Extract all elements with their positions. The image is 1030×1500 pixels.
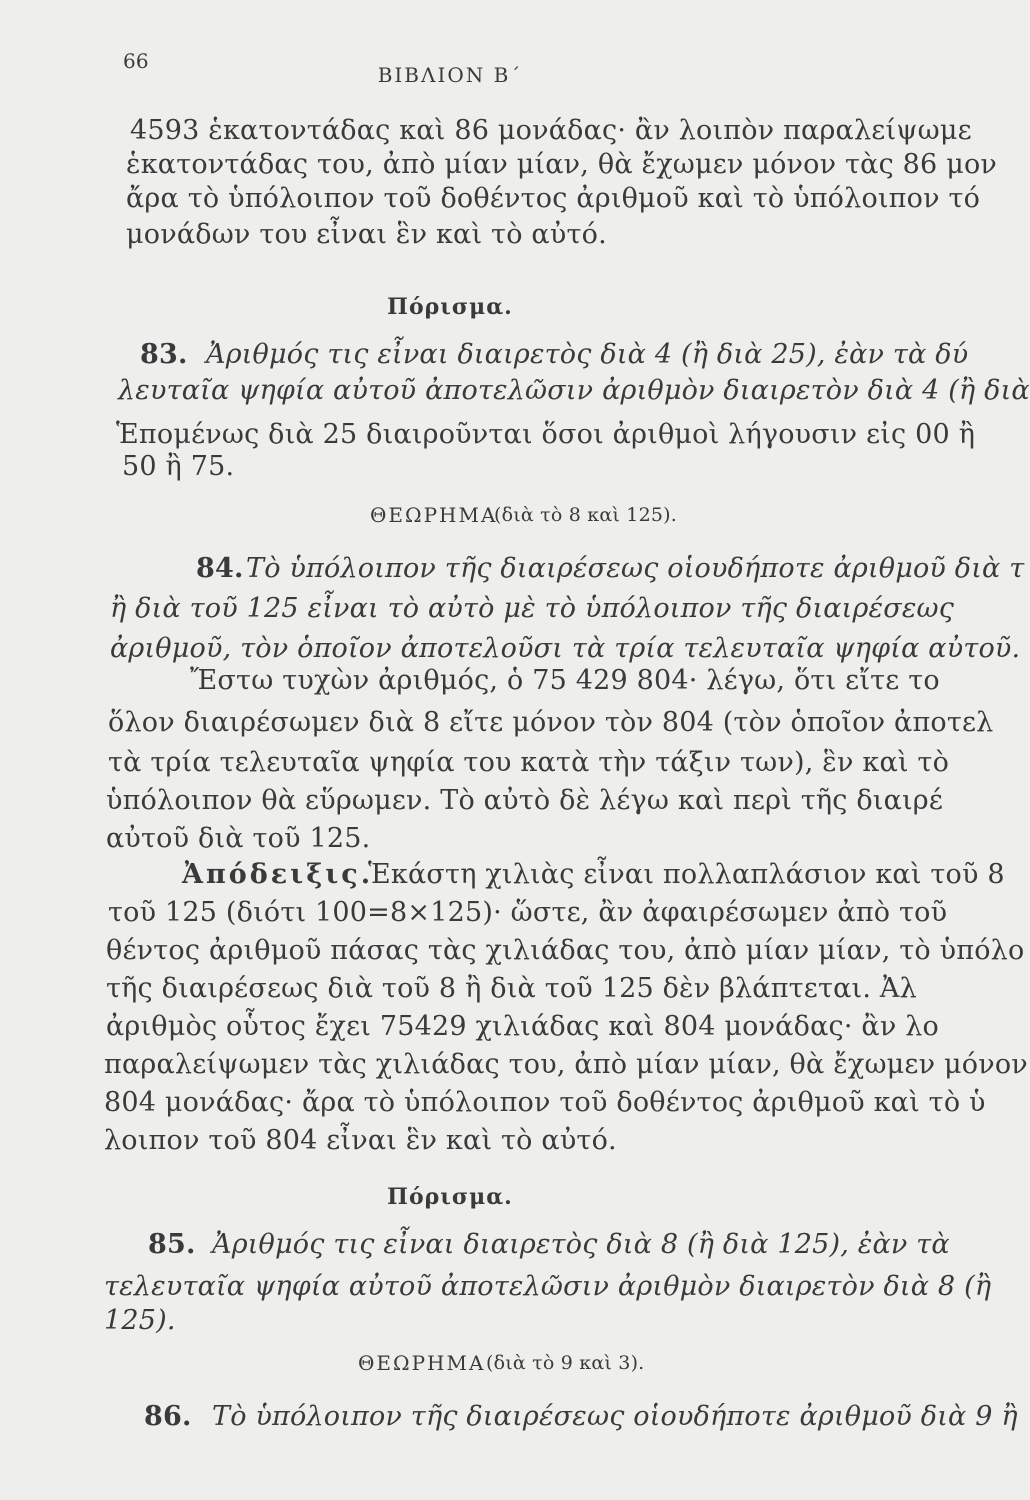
section-number-84: 84. bbox=[196, 553, 244, 584]
running-title: ΒΙΒΛΙΟΝ Β΄ bbox=[377, 63, 523, 87]
theorem-subtitle: (διὰ τὸ 9 καὶ 3). bbox=[486, 1352, 645, 1374]
text-line: Τὸ ὑπόλοιπον τῆς διαιρέσεως οἱουδήποτε ἀριθμοῦ διὰ 9 ἢ bbox=[212, 1401, 1018, 1432]
text-line: λευταῖα ψηφία αὐτοῦ ἀποτελῶσιν ἀριθμὸν διαιρετὸν διὰ 4 (ἢ διὰ bbox=[118, 375, 1030, 406]
text-line: Ἑπομένως διὰ 25 διαιροῦνται ὅσοι ἀριθμοὶ λήγουσιν εἰς 00 ἢ bbox=[116, 419, 976, 450]
text-line: τελευταῖα ψηφία αὐτοῦ ἀποτελῶσιν ἀριθμὸν διαιρετὸν διὰ 8 (ἢ bbox=[104, 1271, 992, 1302]
text-line: αὐτοῦ διὰ τοῦ 125. bbox=[106, 823, 371, 854]
section-number-85: 85. bbox=[148, 1229, 196, 1260]
text-line: τῆς διαιρέσεως διὰ τοῦ 8 ἢ διὰ τοῦ 125 δὲν βλάπτεται. Ἀλ bbox=[106, 973, 917, 1004]
page-number: 66 bbox=[123, 49, 149, 73]
text-line: 804 μονάδας· ἄρα τὸ ὑπόλοιπον τοῦ δοθέντος ἀριθμοῦ καὶ τὸ ὑ bbox=[104, 1087, 986, 1118]
section-number-83: 83. bbox=[140, 339, 188, 370]
text-line: ἢ διὰ τοῦ 125 εἶναι τὸ αὐτὸ μὲ τὸ ὑπόλοιπον τῆς διαιρέσεως bbox=[110, 593, 955, 624]
text-line: ἀριθμὸς οὗτος ἔχει 75429 χιλιάδας καὶ 804 μονάδας· ἂν λο bbox=[106, 1011, 939, 1042]
text-line: ὑπόλοιπον θὰ εὕρωμεν. Τὸ αὐτὸ δὲ λέγω καὶ περὶ τῆς διαιρέ bbox=[106, 785, 944, 816]
text-line: 125). bbox=[104, 1305, 176, 1336]
text-line: μονάδων του εἶναι ἓν καὶ τὸ αὐτό. bbox=[126, 219, 607, 250]
text-line: τοῦ 125 (διότι 100=8×125)· ὥστε, ἂν ἀφαιρέσωμεν ἀπὸ τοῦ bbox=[108, 897, 948, 928]
text-line: λοιπον τοῦ 804 εἶναι ἓν καὶ τὸ αὐτό. bbox=[104, 1125, 617, 1156]
text-line: θέντος ἀριθμοῦ πάσας τὰς χιλιάδας του, ἀπὸ μίαν μίαν, τὸ ὑπόλο bbox=[106, 935, 1025, 966]
text-line: Τὸ ὑπόλοιπον τῆς διαιρέσεως οἱουδήποτε ἀριθμοῦ διὰ τ bbox=[246, 553, 1025, 584]
text-line: Ἀριθμός τις εἶναι διαιρετὸς διὰ 4 (ἢ διὰ 25), ἐὰν τὰ δύ bbox=[206, 339, 969, 370]
text-line: ἄρα τὸ ὑπόλοιπον τοῦ δοθέντος ἀριθμοῦ καὶ τὸ ὑπόλοιπον τό bbox=[126, 183, 981, 214]
theorem-label: ΘΕΩΡΗΜΑ bbox=[370, 503, 498, 527]
text-line: τὰ τρία τελευταῖα ψηφία του κατὰ τὴν τάξιν των), ἓν καὶ τὸ bbox=[108, 747, 950, 778]
text-line: 4593 ἑκατοντάδας καὶ 86 μονάδας· ἂν λοιπὸν παραλείψωμε bbox=[130, 115, 972, 146]
section-number-86: 86. bbox=[144, 1401, 192, 1432]
text-line: ὅλον διαιρέσωμεν διὰ 8 εἴτε μόνον τὸν 804 (τὸν ὁποῖον ἀποτελ bbox=[108, 707, 994, 738]
text-line: 50 ἢ 75. bbox=[122, 451, 235, 482]
section-heading-porisma: Πόρισμα. bbox=[387, 1184, 513, 1210]
proof-label: Ἀπόδειξις. bbox=[182, 859, 374, 890]
text-line: Ἔστω τυχὼν ἀριθμός, ὁ 75 429 804· λέγω, ὅτι εἴτε το bbox=[190, 665, 940, 696]
text-line: Ἀριθμός τις εἶναι διαιρετὸς διὰ 8 (ἢ διὰ 125), ἐὰν τὰ bbox=[212, 1229, 950, 1260]
text-line: ἀριθμοῦ, τὸν ὁποῖον ἀποτελοῦσι τὰ τρία τελευταῖα ψηφία αὐτοῦ. bbox=[110, 633, 1021, 664]
theorem-label: ΘΕΩΡΗΜΑ bbox=[358, 1351, 486, 1375]
theorem-subtitle: (διὰ τὸ 8 καὶ 125). bbox=[494, 504, 678, 526]
text-line: παραλείψωμεν τὰς χιλιάδας του, ἀπὸ μίαν μίαν, θὰ ἔχωμεν μόνον bbox=[104, 1049, 1028, 1080]
text-line: Ἑκάστη χιλιὰς εἶναι πολλαπλάσιον καὶ τοῦ 8 bbox=[368, 859, 1005, 890]
section-heading-porisma: Πόρισμα. bbox=[387, 294, 513, 320]
text-line: ἑκατοντάδας του, ἀπὸ μίαν μίαν, θὰ ἔχωμεν μόνον τὰς 86 μον bbox=[126, 149, 998, 180]
